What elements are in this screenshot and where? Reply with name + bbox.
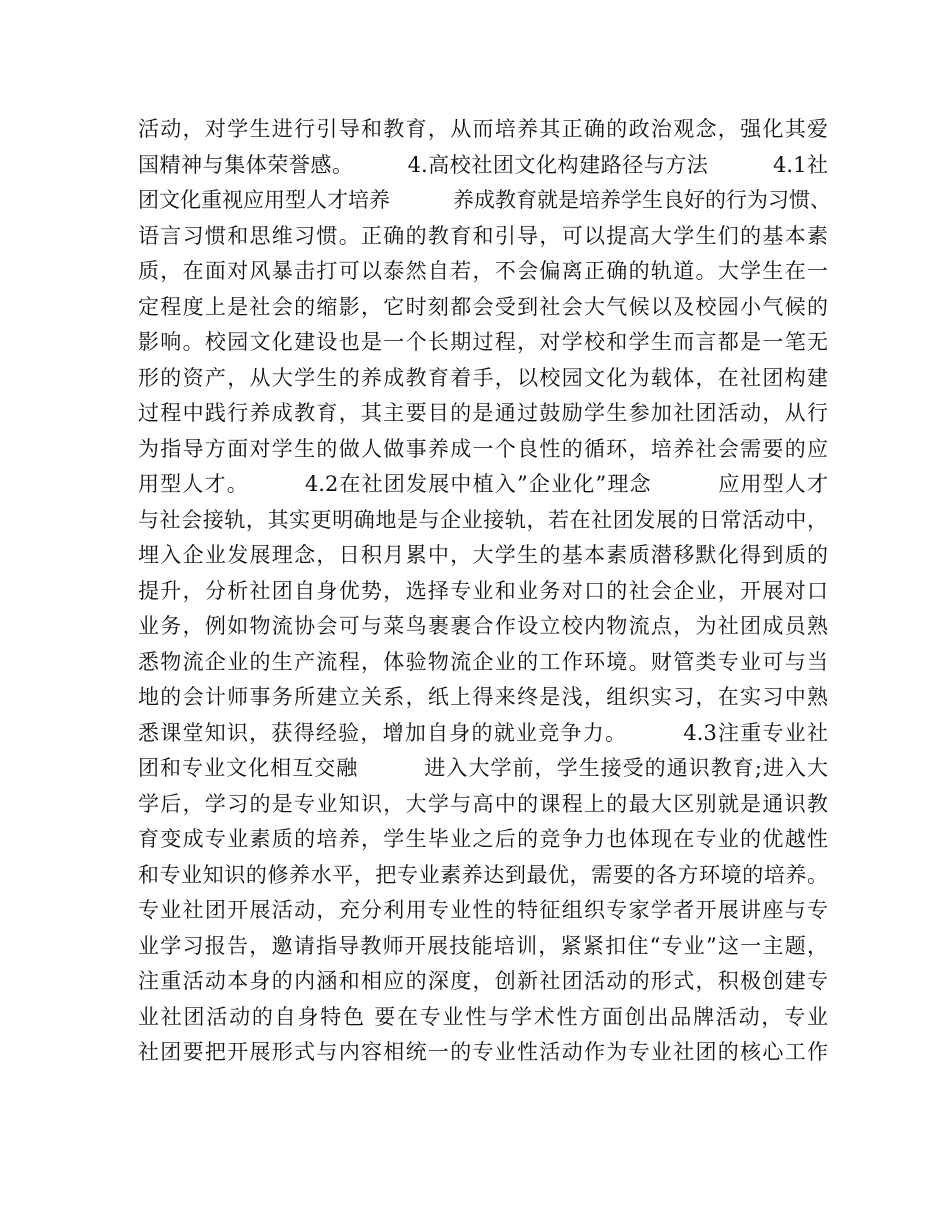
- text-line: 埋入企业发展理念，日积月累中，大学生的基本素质潜移默化得到质的: [138, 543, 828, 567]
- text-line: 业务，例如物流协会可与菜鸟裹裹合作设立校内物流点，为社团成员熟: [138, 614, 828, 638]
- text-line: 育变成专业素质的培养，学生毕业之后的竞争力也体现在专业的优越性: [138, 827, 828, 851]
- text-line: 注重活动本身的内涵和相应的深度，创新社团活动的形式，积极创建专: [138, 969, 828, 993]
- text-line: 过程中践行养成教育，其主要目的是通过鼓励学生参加社团活动，从行: [138, 401, 828, 425]
- text-line: 语言习惯和思维习惯。正确的教育和引导，可以提高大学生们的基本素: [138, 223, 828, 248]
- text-line: 用型人才。 4.2在社团发展中植入”企业化”理念 应用型人才: [138, 472, 828, 496]
- text-line: 学后，学习的是专业知识，大学与高中的课程上的最大区别就是通识教: [138, 791, 828, 816]
- text-line: 形的资产，从大学生的养成教育着手，以校园文化为载体，在社团构建: [138, 365, 828, 390]
- text-line: 团和专业文化相互交融 进入大学前，学生接受的通识教育;进入大: [138, 756, 828, 780]
- text-line: 国精神与集体荣誉感。 4.高校社团文化构建路径与方法 4.1社: [138, 152, 828, 177]
- text-line: 专业社团开展活动，充分利用专业性的特征组织专家学者开展讲座与专: [138, 898, 828, 922]
- text-line: 为指导方面对学生的做人做事养成一个良性的循环，培养社会需要的应: [138, 436, 828, 461]
- text-line: 悉物流企业的生产流程，体验物流企业的工作环境。财管类专业可与当: [138, 649, 828, 674]
- text-line: 业学习报告，邀请指导教师开展技能培训，紧紧扣住“专业”这一主题，: [138, 933, 828, 958]
- text-line: 和专业知识的修养水平，把专业素养达到最优，需要的各方环境的培养。: [138, 862, 828, 887]
- text-line: 与社会接轨，其实更明确地是与企业接轨，若在社团发展的日常活动中，: [138, 507, 828, 532]
- text-line: 提升，分析社团自身优势，选择专业和业务对口的社会企业，开展对口: [138, 578, 828, 603]
- text-line: 社团要把开展形式与内容相统一的专业性活动作为专业社团的核心工作: [138, 1040, 828, 1064]
- text-line: 地的会计师事务所建立关系，纸上得来终是浅，组织实习，在实习中熟: [138, 685, 828, 709]
- text-line: 质，在面对风暴击打可以泰然自若，不会偏离正确的轨道。大学生在一: [138, 259, 828, 283]
- text-line: 团文化重视应用型人才培养 养成教育就是培养学生良好的行为习惯、: [138, 188, 831, 212]
- body-text: [138, 112, 831, 1071]
- text-line: 定程度上是社会的缩影，它时刻都会受到社会大气候以及校园小气候的: [138, 294, 828, 319]
- text-line: 悉课堂知识，获得经验，增加自身的就业竞争力。 4.3注重专业社: [138, 720, 828, 745]
- text-line: 业社团活动的自身特色 要在专业性与学术性方面创出品牌活动，专业: [138, 1004, 828, 1029]
- text-line: 影响。校园文化建设也是一个长期过程，对学校和学生而言都是一笔无: [138, 330, 828, 354]
- text-line: 活动，对学生进行引导和教育，从而培养其正确的政治观念，强化其爱: [138, 117, 828, 141]
